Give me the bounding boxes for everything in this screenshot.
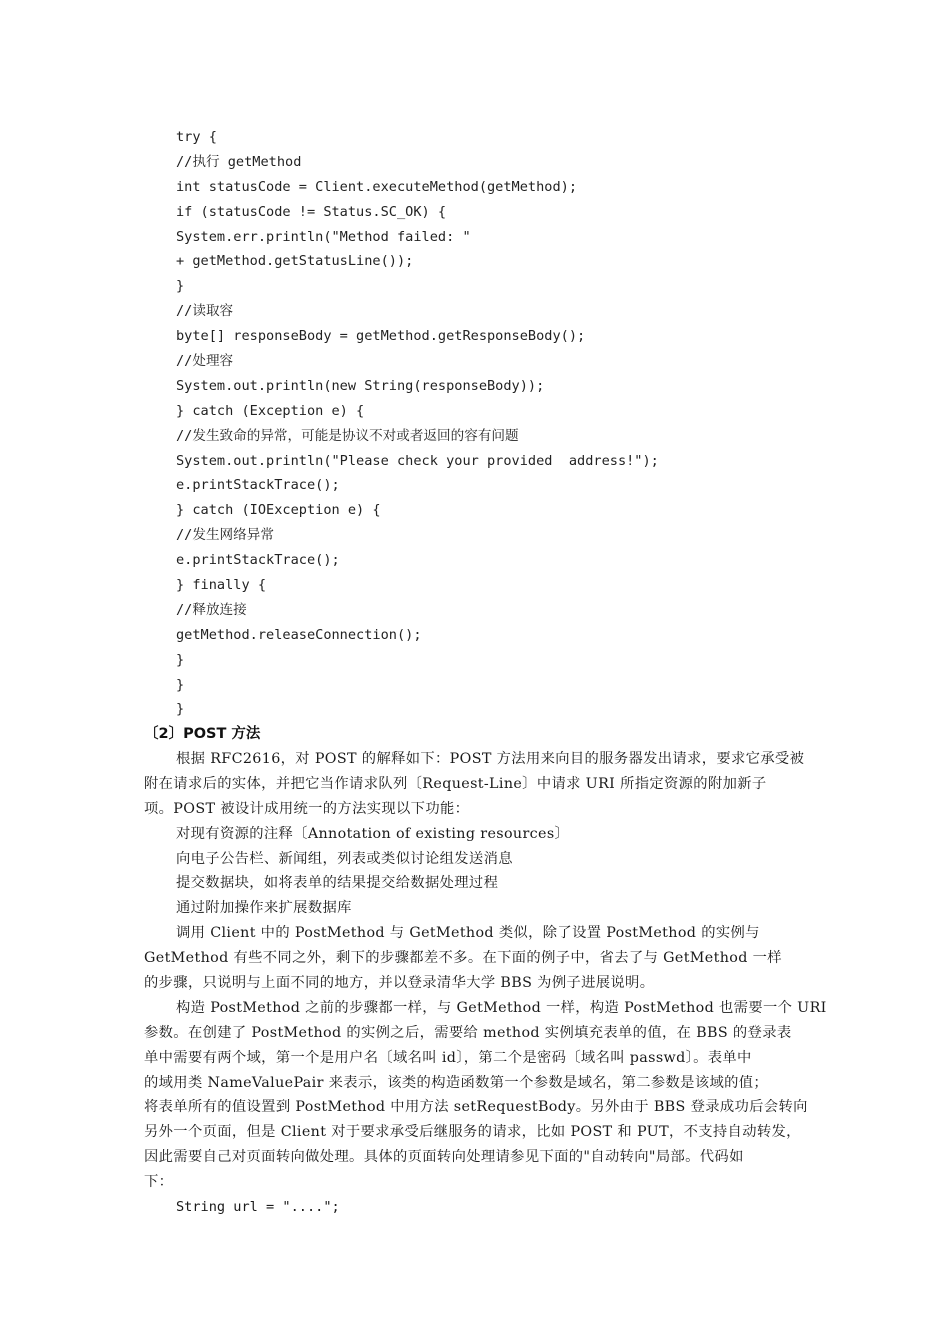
paragraph-line: 调用 Client 中的 PostMethod 与 GetMethod 类似，除了设置 PostMethod 的实例与 (176, 925, 760, 942)
paragraph-line: 另外一个页面，但是 Client 对于要求承受后继服务的请求，比如 POST 和 PUT，不支持自动转发， (144, 1124, 801, 1141)
paragraph-line: 构造 PostMethod 之前的步骤都一样，与 GetMethod 一样，构造 PostMethod 也需要一个 URI (176, 999, 827, 1016)
code-block-get-method (176, 125, 876, 722)
paragraph-line: 单中需要有两个域，第一个是用户名〔域名叫 id〕，第二个是密码〔域名叫 passwd〕。表单中 (144, 1049, 752, 1066)
code-line: System.out.println(new String(responseBody)); (176, 377, 545, 394)
code-line: try { (176, 129, 217, 145)
code-line: getMethod.releaseConnection(); (176, 626, 422, 643)
paragraph-line: 项。POST 被设计成用统一的方法实现以下功能： (144, 800, 470, 817)
code-line: } catch (Exception e) { (176, 402, 365, 419)
code-comment: //读取容 (176, 303, 234, 320)
code-line: } (176, 701, 185, 718)
code-line: } (176, 676, 185, 693)
code-line: int statusCode = Client.executeMethod(getMethod); (176, 178, 578, 195)
code-line: } catch (IOException e) { (176, 502, 381, 519)
code-line: } (176, 651, 185, 668)
code-line: byte[] responseBody = getMethod.getResponseBody(); (176, 328, 586, 345)
code-line: if (statusCode != Status.SC_OK) { (176, 203, 447, 220)
post-method-body (144, 747, 827, 1220)
code-line: } finally { (176, 577, 267, 594)
paragraph-line: 根据 RFC2616，对 POST 的解释如下：POST 方法用来向目的服务器发出请求，要求它承受被 (176, 751, 805, 767)
code-line: e.printStackTrace(); (176, 477, 340, 494)
code-comment: //发生致命的异常，可能是协议不对或者返回的容有问题 (176, 427, 519, 444)
paragraph-line: 下： (144, 1174, 174, 1191)
paragraph-line: 参数。在创建了 PostMethod 的实例之后，需要给 method 实例填充表单的值，在 BBS 的登录表 (144, 1024, 792, 1041)
feature-list-item: 通过附加操作来扩展数据库 (176, 900, 352, 917)
code-line-url: String url = "...."; (176, 1199, 340, 1216)
code-line: System.err.println("Method failed: " (176, 228, 471, 245)
code-line: } (176, 278, 185, 295)
section-heading-post-method: 〔2〕POST 方法 (144, 726, 261, 742)
paragraph-line: 的步骤，只说明与上面不同的地方，并以登录清华大学 BBS 为例子进展说明。 (144, 975, 655, 992)
paragraph-line: GetMethod 有些不同之外，剩下的步骤都差不多。在下面的例子中，省去了与 GetMethod 一样 (144, 950, 782, 967)
code-comment: //释放连接 (176, 601, 247, 618)
paragraph-line: 将表单所有的值设置到 PostMethod 中用方法 setRequestBody。另外由于 BBS 登录成功后会转向 (144, 1099, 808, 1116)
feature-list-item: 向电子公告栏、新闻组，列表或类似讨论组发送消息 (176, 850, 513, 867)
code-comment: //处理容 (176, 353, 234, 370)
code-comment: //执行 getMethod (176, 153, 302, 170)
code-line: + getMethod.getStatusLine()); (176, 253, 414, 270)
paragraph-line: 附在请求后的实体，并把它当作请求队列〔Request-Line〕中请求 URI 所指定资源的附加新子 (144, 775, 767, 792)
feature-list-item: 对现有资源的注释〔Annotation of existing resources〕 (176, 825, 570, 842)
paragraph-line: 因此需要自己对页面转向做处理。具体的页面转向处理请参见下面的"自动转向"局部。代码如 (144, 1149, 744, 1166)
feature-list-item: 提交数据块，如将表单的结果提交给数据处理过程 (176, 875, 499, 892)
code-line: System.out.println("Please check your provided address!"); (176, 452, 659, 469)
code-line: e.printStackTrace(); (176, 552, 340, 569)
paragraph-line: 的域用类 NameValuePair 来表示，该类的构造函数第一个参数是域名，第二参数是该域的值； (144, 1074, 769, 1091)
code-comment: //发生网络异常 (176, 527, 274, 544)
